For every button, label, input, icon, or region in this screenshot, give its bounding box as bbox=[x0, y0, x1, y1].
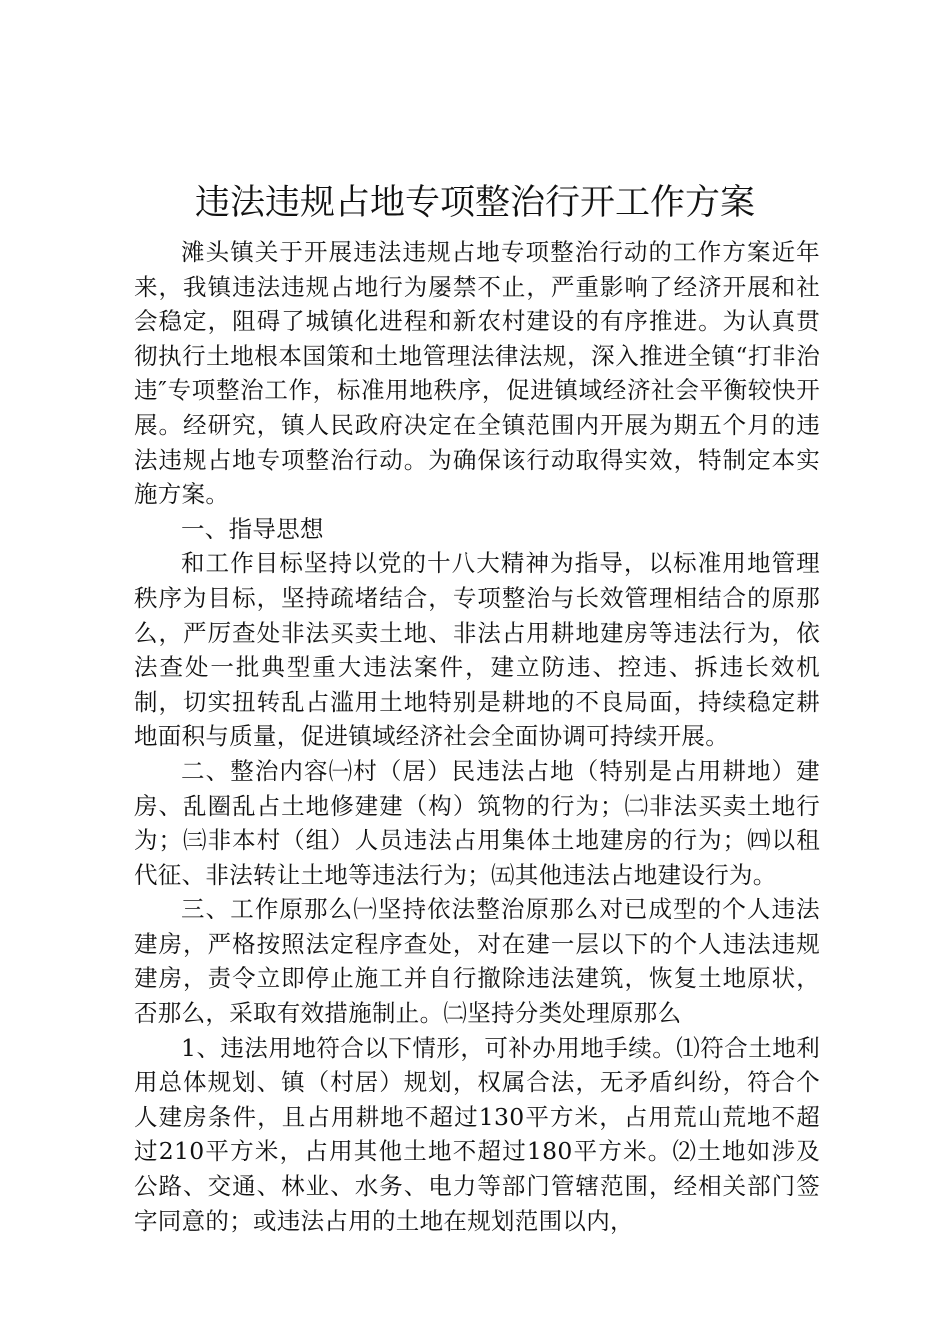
paragraph-rectification-content: 二、整治内容㈠村（居）民违法占地（特别是占用耕地）建房、乱圈乱占土地修建建（构）筑物的行为；㈡非法买卖土地行为；㈢非本村（组）人员违法占用集体土地建房的行为；㈣以租代征、非法转让土地等违法行为；㈤其他违法占地建设行为。 bbox=[134, 756, 820, 889]
paragraph-heading-guiding-ideology: 一、指导思想 bbox=[181, 514, 324, 543]
paragraph-supplementary-procedures: 1、违法用地符合以下情形，可补办用地手续。⑴符合土地利用总体规划、镇（村居）规划，权属合法，无矛盾纠纷，符合个人建房条件，且占用耕地不超过130平方米，占用荒山荒地不超过210平方米，占用其他土地不超过180平方米。⑵土地如涉及公路、交通、林业、水务、电力等部门管辖范围，经相关部门签字同意的；或违法占用的土地在规划范围以内， bbox=[134, 1033, 820, 1235]
paragraph-work-goals: 和工作目标坚持以党的十八大精神为指导，以标准用地管理秩序为目标，坚持疏堵结合，专项整治与长效管理相结合的原那么，严厉查处非法买卖土地、非法占用耕地建房等违法行为，依法查处一批典型重大违法案件，建立防违、控违、拆违长效机制，切实扭转乱占滥用土地特别是耕地的不良局面，持续稳定耕地面积与质量，促进镇域经济社会全面协调可持续开展。 bbox=[134, 549, 820, 751]
document-title: 违法违规占地专项整治行开工作方案 bbox=[194, 183, 755, 223]
paragraph-work-principles: 三、工作原那么㈠坚持依法整治原那么对已成型的个人违法建房，严格按照法定程序查处，对在建一层以下的个人违法违规建房，责令立即停止施工并自行撤除违法建筑，恢复土地原状，否那么，采取有效措施制止。㈡坚持分类处理原那么 bbox=[134, 895, 820, 1028]
document-body bbox=[134, 235, 820, 1238]
paragraph-intro: 滩头镇关于开展违法违规占地专项整治行动的工作方案近年来，我镇违法违规占地行为屡禁不止，严重影响了经济开展和社会稳定，阻碍了城镇化进程和新农村建设的有序推进。为认真贯彻执行土地根本国策和土地管理法律法规，深入推进全镇“打非治违″专项整治工作，标准用地秩序，促进镇域经济社会平衡较快开展。经研究，镇人民政府决定在全镇范围内开展为期五个月的违法违规占地专项整治行动。为确保该行动取得实效，特制定本实施方案。 bbox=[134, 238, 820, 509]
